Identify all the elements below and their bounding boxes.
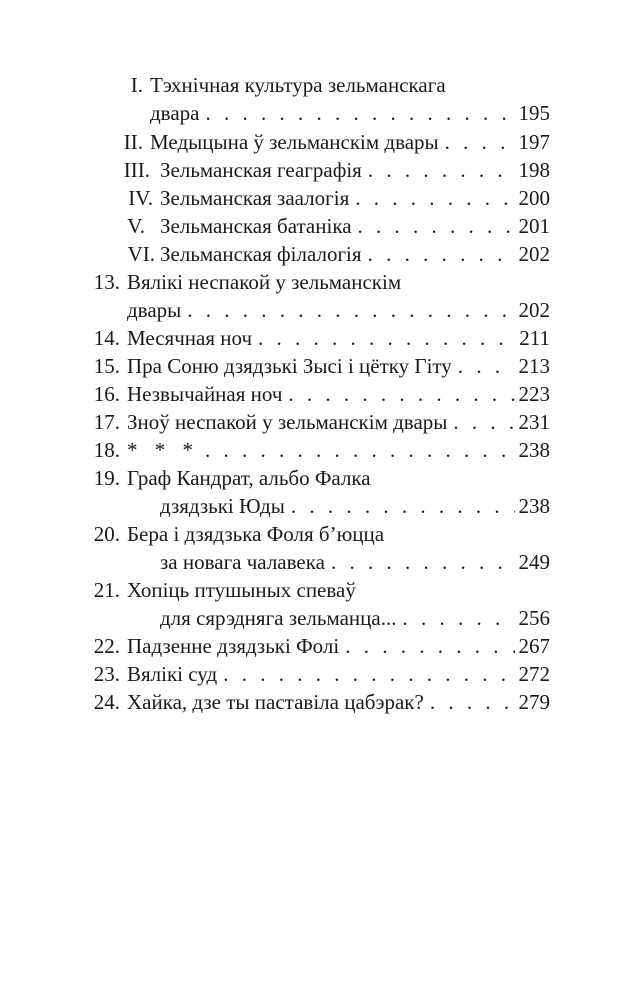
toc-entry-title: Бера і дзядзька Фоля б’юцца	[127, 522, 385, 546]
toc-entry-page: 272	[518, 662, 550, 686]
toc-entry-dotted	[127, 687, 550, 717]
toc-entry-number: 18.	[93, 438, 120, 462]
toc-entry-v	[0, 211, 634, 241]
toc-entry-title-cont: дзядзькі Юды	[160, 494, 285, 518]
toc-entry-dotted	[150, 98, 550, 128]
toc-entry-19-line1	[0, 463, 634, 493]
dot-leader	[458, 351, 515, 381]
toc-entry-dotted	[127, 351, 550, 381]
toc-entry-page: 202	[518, 242, 550, 266]
toc-entry-title: Зельманская батаніка	[160, 214, 352, 238]
toc-entry-title: Граф Кандрат, альбо Фалка	[127, 466, 371, 490]
toc-entry-22	[0, 631, 634, 661]
dot-leader	[288, 379, 514, 409]
toc-entry-number: 16.	[93, 382, 120, 406]
toc-entry-page: 223	[518, 382, 550, 406]
toc-entry-title: Тэхнічная культура зельманскага	[150, 73, 446, 97]
toc-entry-dotted	[150, 127, 550, 157]
toc-entry-title: Месячная ноч	[127, 326, 253, 350]
toc-entry-page: 279	[518, 690, 550, 714]
toc-entry-18	[0, 435, 634, 465]
dot-leader	[358, 211, 515, 241]
toc-entry-number: I.	[130, 73, 143, 97]
toc-entry-number: III.	[123, 158, 150, 182]
toc-entry-page: 195	[518, 101, 550, 125]
toc-entry-23	[0, 659, 634, 689]
toc-entry-13-line1	[0, 267, 634, 297]
toc-entry-19-line2	[0, 491, 634, 521]
toc-entry-17	[0, 407, 634, 437]
toc-entry-dotted	[127, 659, 550, 689]
toc-entry-dotted	[127, 435, 550, 465]
dot-leader	[258, 323, 515, 353]
toc-entry-dotted	[160, 603, 550, 633]
dot-leader	[331, 547, 515, 577]
toc-entry-dotted	[160, 211, 550, 241]
toc-entry-number: 19.	[93, 466, 120, 490]
toc-entry-title: Хайка, дзе ты паставіла цабэрак?	[127, 690, 424, 714]
toc-entry-number: 24.	[93, 690, 120, 714]
toc-entry-number: VI.	[127, 242, 155, 266]
toc-entry-title: Зельманская філалогія	[160, 242, 362, 266]
dot-leader	[205, 98, 514, 128]
toc-entry-20-line2	[0, 547, 634, 577]
toc-entry-page: 231	[518, 410, 550, 434]
toc-entry-title-cont: двары	[127, 298, 182, 322]
toc-entry-dotted	[127, 323, 550, 353]
toc-entry-title-cont: двара	[150, 101, 200, 125]
dot-leader	[187, 295, 514, 325]
toc-entry-title: Хопіць птушыных спеваў	[127, 578, 356, 602]
toc-entry-page: 202	[518, 298, 550, 322]
toc-entry-i-line2	[0, 98, 634, 128]
toc-entry-page: 198	[518, 158, 550, 182]
dot-leader	[430, 687, 515, 717]
dot-leader	[368, 155, 515, 185]
toc-entry-title: Незвычайная ноч	[127, 382, 283, 406]
toc-entry-page: 211	[519, 326, 550, 350]
toc-entry-number: 23.	[93, 662, 120, 686]
toc-entry-21-line1	[0, 575, 634, 605]
asterism-title: * * *	[127, 438, 199, 462]
toc-entry-title-cont: за новага чалавека	[160, 550, 325, 574]
dot-leader	[453, 407, 514, 437]
toc-entry-number: 14.	[93, 326, 120, 350]
toc-entry-iv	[0, 183, 634, 213]
dot-leader	[223, 659, 514, 689]
toc-entry-dotted	[127, 407, 550, 437]
toc-entry-dotted	[127, 295, 550, 325]
toc-entry-21-line2	[0, 603, 634, 633]
toc-entry-iii	[0, 155, 634, 185]
toc-entry-14	[0, 323, 634, 353]
toc-entry-number: V.	[127, 214, 145, 238]
toc-entry-page: 197	[518, 130, 550, 154]
toc-entry-title: Зноў неспакой у зельманскім двары	[127, 410, 448, 434]
toc-entry-24	[0, 687, 634, 717]
toc-entry-title: Падзенне дзядзькі Фолі	[127, 634, 340, 658]
dot-leader	[445, 127, 515, 157]
toc-entry-title: Пра Соню дзядзькі Зысі і цётку Гіту	[127, 354, 452, 378]
toc-entry-page: 201	[518, 214, 550, 238]
toc-entry-dotted	[160, 239, 550, 269]
toc-entry-dotted	[127, 631, 550, 661]
toc-entry-vi	[0, 239, 634, 269]
toc-entry-title: Зельманская геаграфія	[160, 158, 362, 182]
toc-entry-20-line1	[0, 519, 634, 549]
toc-entry-page: 238	[518, 438, 550, 462]
toc-entry-title: Вялікі неспакой у зельманскім	[127, 270, 402, 294]
toc-entry-number: 13.	[93, 270, 120, 294]
toc-entry-dotted	[160, 547, 550, 577]
toc-entry-number: 17.	[93, 410, 120, 434]
toc-entry-number: II.	[123, 130, 143, 154]
dot-leader	[402, 603, 514, 633]
toc-entry-page: 238	[518, 494, 550, 518]
toc-entry-dotted	[160, 155, 550, 185]
toc-entry-number: IV.	[128, 186, 153, 210]
dot-leader	[291, 491, 515, 521]
toc-entry-page: 213	[518, 354, 550, 378]
toc-entry-title-cont: для сярэдняга зельманца...	[160, 606, 397, 630]
toc-entry-i-line1	[0, 70, 634, 100]
toc-entry-page: 256	[518, 606, 550, 630]
toc-entry-number: 20.	[93, 522, 120, 546]
dot-leader	[355, 183, 514, 213]
toc-entry-dotted	[127, 379, 550, 409]
toc-entry-page: 267	[518, 634, 550, 658]
toc-entry-title: Медыцына ў зельманскім двары	[150, 130, 439, 154]
toc-entry-15	[0, 351, 634, 381]
toc-entry-ii	[0, 127, 634, 157]
toc-entry-16	[0, 379, 634, 409]
dot-leader	[205, 435, 515, 465]
toc-entry-number: 22.	[93, 634, 120, 658]
toc-entry-dotted	[160, 491, 550, 521]
toc-entry-number: 15.	[93, 354, 120, 378]
toc-entry-page: 200	[518, 186, 550, 210]
toc-entry-page: 249	[518, 550, 550, 574]
toc-entry-title: Зельманская заалогія	[160, 186, 350, 210]
toc-entry-number: 21.	[93, 578, 120, 602]
dot-leader	[345, 631, 514, 661]
toc-entry-dotted	[160, 183, 550, 213]
toc-entry-title: Вялікі суд	[127, 662, 218, 686]
toc-entry-13-line2	[0, 295, 634, 325]
dot-leader	[368, 239, 515, 269]
